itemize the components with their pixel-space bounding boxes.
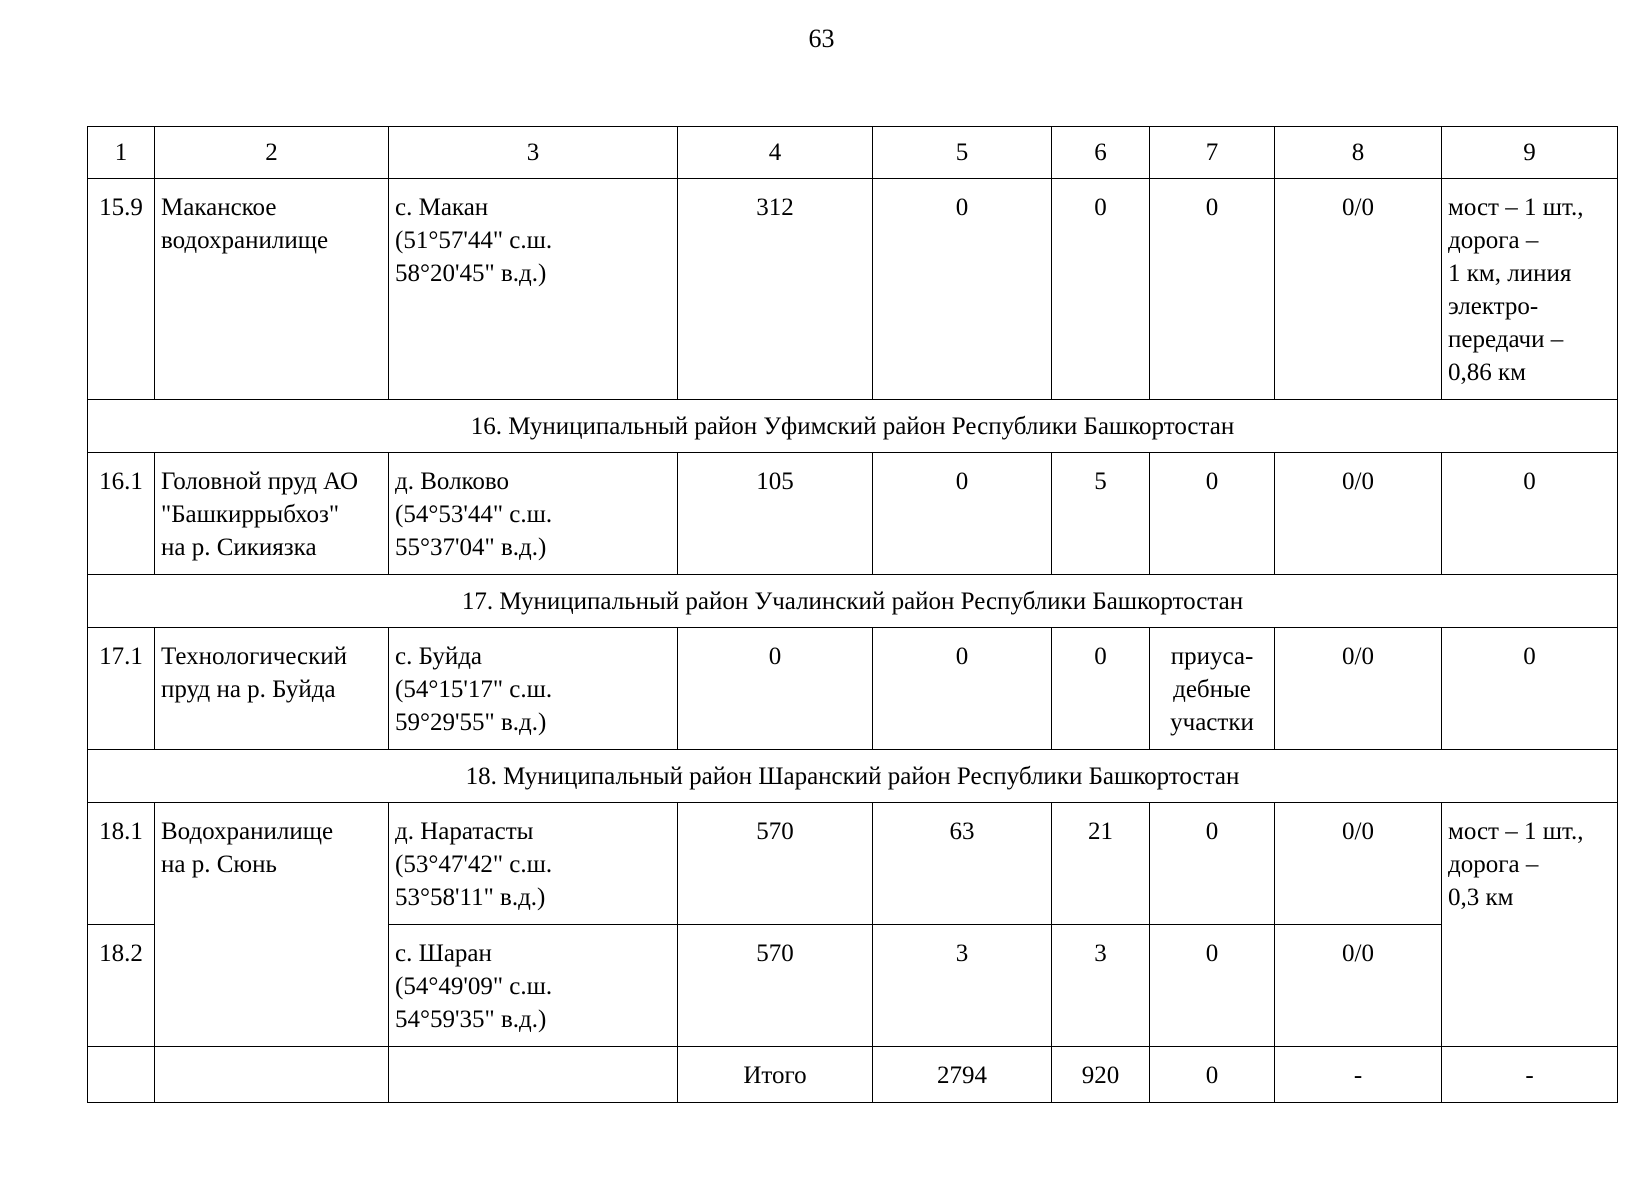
value-cell: 0: [1052, 179, 1150, 400]
empty-cell: [88, 1047, 155, 1103]
column-number: 8: [1275, 127, 1442, 179]
value-cell: 570: [678, 925, 873, 1047]
total-label: Итого: [678, 1047, 873, 1103]
infrastructure-cell: мост – 1 шт., дорога – 1 км, линия электро- передачи – 0,86 км: [1442, 179, 1618, 400]
row-number: 16.1: [88, 453, 155, 575]
value-cell: 0/0: [1275, 628, 1442, 750]
section-row: [88, 575, 1618, 628]
column-number: 3: [389, 127, 678, 179]
column-number: 7: [1150, 127, 1275, 179]
value-cell: 5: [1052, 453, 1150, 575]
object-location: д. Наратасты (53°47'42" с.ш. 53°58'11" в.д.): [389, 803, 678, 925]
value-cell: 21: [1052, 803, 1150, 925]
total-row: [88, 1047, 1618, 1103]
value-cell: 0: [873, 628, 1052, 750]
section-heading: 17. Муниципальный район Учалинский район Республики Башкортостан: [88, 575, 1618, 628]
total-value: -: [1275, 1047, 1442, 1103]
value-cell: 0: [1150, 179, 1275, 400]
row-number: 18.1: [88, 803, 155, 925]
value-cell: 0/0: [1275, 179, 1442, 400]
infrastructure-cell: мост – 1 шт., дорога – 0,3 км: [1442, 803, 1618, 1047]
table-row: [88, 179, 1618, 400]
value-cell: 570: [678, 803, 873, 925]
page-number: 63: [808, 24, 835, 53]
infrastructure-cell: 0: [1442, 628, 1618, 750]
total-value: 2794: [873, 1047, 1052, 1103]
object-name: Головной пруд АО "Башкиррыбхоз" на р. Сикиязка: [155, 453, 389, 575]
value-cell: 0: [873, 453, 1052, 575]
value-cell: 3: [1052, 925, 1150, 1047]
value-cell: 312: [678, 179, 873, 400]
column-number: 1: [88, 127, 155, 179]
object-location: с. Буйда (54°15'17" с.ш. 59°29'55" в.д.): [389, 628, 678, 750]
value-cell: 3: [873, 925, 1052, 1047]
value-cell: 0: [873, 179, 1052, 400]
column-number: 5: [873, 127, 1052, 179]
object-location: с. Макан (51°57'44" с.ш. 58°20'45" в.д.): [389, 179, 678, 400]
section-row: [88, 400, 1618, 453]
infrastructure-cell: 0: [1442, 453, 1618, 575]
column-number: 6: [1052, 127, 1150, 179]
section-heading: 16. Муниципальный район Уфимский район Республики Башкортостан: [88, 400, 1618, 453]
row-number: 15.9: [88, 179, 155, 400]
total-value: 920: [1052, 1047, 1150, 1103]
column-number: 9: [1442, 127, 1618, 179]
column-number: 4: [678, 127, 873, 179]
value-cell: 63: [873, 803, 1052, 925]
value-cell: 0: [1150, 803, 1275, 925]
object-name: Маканское водохранилище: [155, 179, 389, 400]
column-number-row: [88, 127, 1618, 179]
value-cell: 0/0: [1275, 453, 1442, 575]
object-location: с. Шаран (54°49'09" с.ш. 54°59'35" в.д.): [389, 925, 678, 1047]
table-row: [88, 803, 1618, 925]
value-cell: 0: [1150, 453, 1275, 575]
section-row: [88, 750, 1618, 803]
total-value: 0: [1150, 1047, 1275, 1103]
object-name: Технологический пруд на р. Буйда: [155, 628, 389, 750]
total-value: -: [1442, 1047, 1618, 1103]
value-cell: 0: [1052, 628, 1150, 750]
value-cell: 0: [1150, 925, 1275, 1047]
column-number: 2: [155, 127, 389, 179]
data-table: [87, 126, 1618, 1103]
value-cell: приуса- дебные участки: [1150, 628, 1275, 750]
value-cell: 0: [678, 628, 873, 750]
object-name: Водохранилище на р. Сюнь: [155, 803, 389, 1047]
table-row: [88, 628, 1618, 750]
object-location: д. Волково (54°53'44" с.ш. 55°37'04" в.д.): [389, 453, 678, 575]
section-heading: 18. Муниципальный район Шаранский район Республики Башкортостан: [88, 750, 1618, 803]
row-number: 18.2: [88, 925, 155, 1047]
row-number: 17.1: [88, 628, 155, 750]
value-cell: 0/0: [1275, 925, 1442, 1047]
empty-cell: [155, 1047, 389, 1103]
empty-cell: [389, 1047, 678, 1103]
value-cell: 0/0: [1275, 803, 1442, 925]
table-row: [88, 453, 1618, 575]
value-cell: 105: [678, 453, 873, 575]
